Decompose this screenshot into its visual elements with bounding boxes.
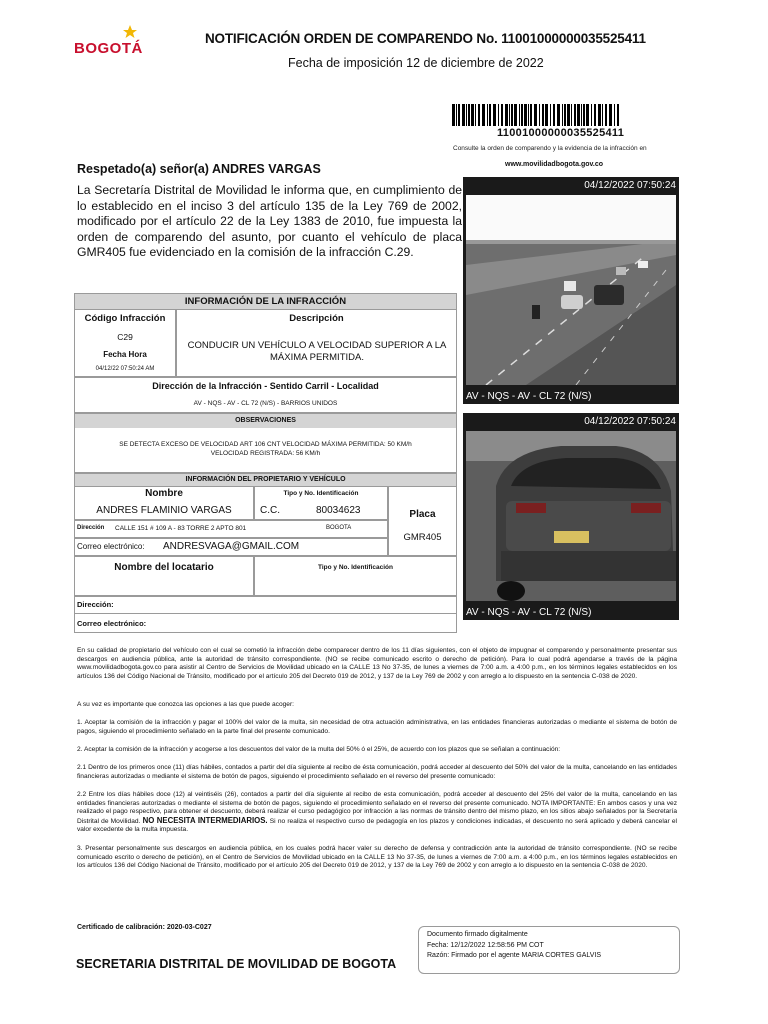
infraction-section-title: INFORMACIÓN DE LA INFRACCIÓN [75, 294, 456, 309]
legal-option-2-1: 2.1 Dentro de los primeros once (11) días hábiles, contados a partir del día siguiente al recibo de ésta comunicación, podrá acceder al descuento del 50% del valor de la multa, cancelando en las entidades financieras autorizadas o mediante el sistema de botón de pagos, siguiendo el procedimiento señalado en el reverso del presente comunicado: [77, 764, 677, 780]
signature-line-2: Fecha: 12/12/2022 12:58:56 PM COT [427, 941, 544, 949]
legal-paragraph-1: En su calidad de propietario del vehículo con el cual se cometió la infracción debe comparecer dentro de los 11 días siguientes, con el objeto de impugnar el comparendo y personalmente presentar sus descargos en audiencia pública, ante la autoridad de tránsito correspondiente. (NO se recibe comunicado escrito o derecho de petición). Para lo cual podrá agendarse a través de la página www.movilidadbogota.gov.co para asistir al Centro de Servicios de Movilidad ubicado en la CALLE 13 No 37-35, de lunes a viernes de 7:00 a.m. a 4:00 p.m., en los términos legales establecidos en los artículos 136 del Código Nacional de Tránsito, modificado por el artículo 205 del Decreto 019 de 2012, y 137 de la Ley 769 de 2002 y con arreglo a lo dispuesto en la sentencia C-038 de 2020. [77, 647, 677, 680]
email-label: Correo electrónico: [77, 542, 145, 551]
footer-entity: SECRETARIA DISTRITAL DE MOVILIDAD DE BOGOTA [76, 957, 397, 971]
signature-line-1: Documento firmado digitalmente [427, 931, 528, 938]
lessee-label: Nombre del locatario [114, 562, 214, 573]
legal-option-1: 1. Aceptar la comisión de la infracción y pagar el 100% del valor de la multa, sin necesidad de otra actuación administrativa, en las entidades financieras autorizadas o mediante el sistema de botón de pagos, siguiendo el procedimiento señalado en la parte final del presente comunicado. [77, 719, 677, 735]
email-value: ANDRESVAGA@GMAIL.COM [163, 541, 300, 552]
calibration-certificate: Certificado de calibración: 2020-03-C027 [77, 924, 212, 931]
evidence-photo-2 [463, 413, 679, 620]
consult-url[interactable]: www.movilidadbogota.gov.co [505, 161, 604, 168]
legal-option-2: 2. Aceptar la comisión de la infracción y acogerse a los descuentos del valor de la multa del 50% ó el 25%, de acuerdo con los plazos que se señalan a continuación: [77, 746, 561, 753]
consult-text: Consulte la orden de comparendo y la evidencia de la infracción en [453, 145, 647, 152]
lessee-id-cell [254, 556, 457, 596]
legal-paragraph-2: A su vez es importante que conozca las opciones a las que puede acoger: [77, 701, 295, 708]
code-value: C29 [117, 332, 133, 342]
photo-timestamp: 04/12/2022 07:50:24 [584, 180, 676, 191]
desc-label: Descripción [289, 313, 344, 324]
address-label: Dirección [77, 525, 105, 531]
lessee-address-label: Dirección: [77, 600, 114, 609]
no-intermediaries-note: NO NECESITA INTERMEDIARIOS. [142, 815, 268, 825]
observations-line-1: SE DETECTA EXCESO DE VELOCIDAD ART 106 CNT VELOCIDAD MÁXIMA PERMITIDA: 50 KM/h [119, 441, 412, 448]
plate-cell [388, 486, 457, 556]
photo-timestamp: 04/12/2022 07:50:24 [584, 416, 676, 427]
digital-signature-box [418, 926, 680, 974]
plate-label: Placa [409, 509, 436, 520]
vehicle-rear-image [466, 431, 676, 601]
plate-value: GMR405 [403, 532, 442, 543]
date-value: 04/12/22 07:50:24 AM [95, 366, 155, 372]
owner-city: BOGOTA [326, 525, 352, 531]
barcode-icon [452, 104, 622, 126]
page-title: NOTIFICACIÓN ORDEN DE COMPARENDO No. 11001000000035525411 [205, 31, 646, 46]
signature-line-3: Razón: Firmado por el agente MARIA CORTES GALVIS [427, 952, 602, 959]
address-value: CALLE 151 # 109 A - 83 TORRE 2 APTO 801 [115, 525, 247, 532]
photo-location: AV - NQS - AV - CL 72 (N/S) [466, 391, 592, 402]
road-scene-image [466, 195, 676, 385]
date-label: Fecha Hora [103, 350, 147, 359]
legal-option-3: 3. Presentar personalmente sus descargos en audiencia pública, en los cuales podrá hacer valer su derecho de defensa y contradicción ante la autoridad de tránsito correspondiente. (NO se recibe comunicado escrito o derecho de petición), en el Centro de Servicios de Movilidad ubicado en la CALLE 13 No 37-35, de lunes a viernes de 7:00 a.m. a 4:00 p.m., en los términos legales establecidos en los artículos 136 del Código Nacional de Tránsito, modificado por el artículo 205 del Decreto 019 de 2012, y 137 de la Ley 769 de 2002 y con arreglo a lo dispuesto en la sentencia C-038 de 2020. [77, 845, 677, 870]
owner-section-title: INFORMACIÓN DEL PROPIETARIO Y VEHÍCULO [75, 474, 456, 486]
intro-paragraph: La Secretaría Distrital de Movilidad le informa que, en cumplimiento de lo establecido en el inciso 3 del artículo 135 de la Ley 769 de 2002, modificado por el artículo 22 de la Ley 1383 de 2010, fue impuesta la orden de comparendo del asunto, por cuanto el vehículo de placa GMR405 fue evidenciado en la comisión de la infracción C.29. [77, 183, 462, 260]
greeting: Respetado(a) señor(a) ANDRES VARGAS [77, 162, 321, 176]
owner-name-value: ANDRES FLAMINIO VARGAS [96, 505, 232, 516]
logo-star-icon [122, 24, 138, 40]
observations-title: OBSERVACIONES [75, 414, 456, 428]
code-label: Código Infracción [84, 313, 166, 324]
imposition-date: Fecha de imposición 12 de diciembre de 2022 [288, 56, 544, 70]
owner-id-number: 80034623 [316, 505, 361, 516]
bogota-logo: BOGOTÁ [74, 40, 143, 57]
direction-value: AV - NQS - AV - CL 72 (N/S) - BARRIOS UNIDOS [193, 400, 338, 407]
desc-value: CONDUCIR UN VEHÍCULO A VELOCIDAD SUPERIOR A LA MÁXIMA PERMITIDA. [187, 340, 447, 363]
lessee-address-cell [74, 596, 457, 614]
owner-id-label: Tipo y No. Identificación [283, 490, 359, 497]
lessee-email-label: Correo electrónico: [77, 619, 147, 628]
legal-option-2-2 [77, 791, 677, 835]
observations-line-2: VELOCIDAD REGISTRADA: 56 KM/h [210, 450, 321, 457]
legal-option-2-2-tail: Si no realiza el respectivo curso de pedagogía en los plazos y condiciones indicadas, el descuento no será aplicado y deberá cancelar el valor excedente de la multa impuesta. [77, 817, 677, 834]
lessee-id-label: Tipo y No. Identificación [318, 564, 393, 571]
barcode-number: 11001000000035525411 [497, 127, 625, 139]
legal-option-2-2-text: 2.2 Entre los días hábiles doce (12) al veintiséis (26), contados a partir del día siguiente al recibo de esta comunicación, podrá acceder al descuento del 25% del valor de la multa, cancelando en las entidades financieras autorizadas o mediante el sistema de botón de pagos, siguiendo el procedimiento señalado en el reverso del presente comunicado. NOTA IMPORTANTE: En ambos casos y una vez realizado el pago respectivo, para obtener el descuento, deberá realizar el curso pedagógico por infracción a las normas de tránsito dentro del mismo plazo, en los sitios abajo señalados por la Secretaría Distrital de Movilidad. [77, 791, 677, 825]
photo-location: AV - NQS - AV - CL 72 (N/S) [466, 607, 592, 618]
direction-label: Dirección de la Infracción - Sentido Carril - Localidad [152, 381, 379, 391]
owner-id-type: C.C. [260, 505, 280, 516]
evidence-photo-1 [463, 177, 679, 404]
owner-name-label: Nombre [145, 488, 183, 499]
